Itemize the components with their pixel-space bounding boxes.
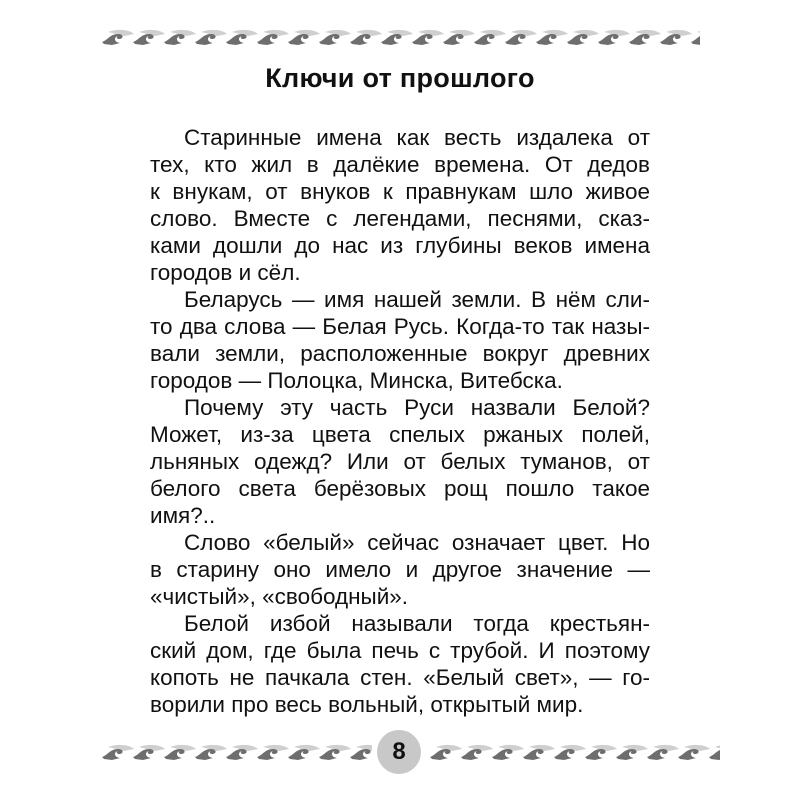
text-line: Белой избой называли тогда крестьян- bbox=[184, 611, 650, 636]
text-line: белого света берёзовых рощ пошло такое bbox=[150, 476, 650, 501]
text-line: ворили про весь вольный, открытый мир. bbox=[150, 692, 584, 717]
wave-motif bbox=[598, 34, 619, 45]
text-line: Старинные имена как весть издалека от bbox=[184, 125, 650, 150]
text-line: тех, кто жил в далёкие времена. От дедов bbox=[150, 152, 650, 177]
text-line: ский дом, где была печь с трубой. И поэтому bbox=[150, 638, 650, 663]
wave-motif bbox=[195, 749, 216, 760]
wave-motif bbox=[226, 749, 247, 760]
body-text bbox=[150, 124, 650, 718]
wave-motif bbox=[691, 34, 700, 45]
decorative-ornament-bottom-right bbox=[428, 743, 720, 761]
wave-motif bbox=[257, 749, 278, 760]
text-line: в старину оно имело и другое значение — bbox=[150, 557, 650, 582]
text-line: к внукам, от внуков к правнукам шло живое bbox=[150, 179, 650, 204]
text-line: слово. Вместе с легендами, песнями, сказ- bbox=[150, 206, 650, 231]
wave-motif bbox=[102, 34, 123, 45]
wave-motif bbox=[492, 749, 513, 760]
wave-motif bbox=[412, 34, 433, 45]
wave-motif bbox=[319, 749, 340, 760]
wave-motif bbox=[288, 749, 309, 760]
wave-motif bbox=[164, 749, 185, 760]
wave-motif bbox=[443, 34, 464, 45]
wave-motif bbox=[195, 34, 216, 45]
text-line: городов и сёл. bbox=[150, 260, 301, 285]
wave-motif bbox=[616, 749, 637, 760]
text-line: городов — Полоцка, Минска, Витебска. bbox=[150, 368, 563, 393]
page-title: Ключи от прошлого bbox=[265, 63, 535, 93]
wave-motif bbox=[474, 34, 495, 45]
wave-motif bbox=[257, 34, 278, 45]
wave-motif bbox=[102, 749, 123, 760]
text-line: льняных одежд? Или от белых туманов, от bbox=[150, 449, 650, 474]
wave-motif bbox=[319, 34, 340, 45]
wave-motif bbox=[536, 34, 557, 45]
wave-motif bbox=[133, 34, 154, 45]
wave-motif bbox=[647, 749, 668, 760]
text-line: вали земли, расположенные вокруг древних bbox=[150, 341, 650, 366]
wave-motif bbox=[288, 34, 309, 45]
wave-motif bbox=[697, 30, 700, 36]
decorative-ornament-top bbox=[100, 28, 700, 46]
wave-motif bbox=[629, 34, 650, 45]
text-line: «чистый», «свободный». bbox=[150, 584, 409, 609]
wave-motif bbox=[381, 34, 402, 45]
text-line: копоть не пачкала стен. «Белый свет», — го- bbox=[150, 665, 650, 690]
text-line: Почему эту часть Руси назвали Белой? bbox=[184, 395, 650, 420]
wave-motif bbox=[226, 34, 247, 45]
wave-motif bbox=[678, 749, 699, 760]
wave-motif bbox=[554, 749, 575, 760]
wave-motif bbox=[133, 749, 154, 760]
text-line: имя?.. bbox=[150, 503, 216, 528]
wave-motif bbox=[505, 34, 526, 45]
wave-motif bbox=[523, 749, 544, 760]
wave-motif bbox=[164, 34, 185, 45]
wave-motif bbox=[715, 745, 720, 751]
text-line: ками дошли до нас из глубины веков имена bbox=[150, 233, 650, 258]
wave-motif bbox=[709, 749, 720, 760]
wave-motif bbox=[585, 749, 606, 760]
wave-motif bbox=[461, 749, 482, 760]
text-line: то два слова — Белая Русь. Когда-то так назы- bbox=[150, 314, 650, 339]
page-number: 8 bbox=[377, 730, 421, 774]
text-line: Беларусь — имя нашей земли. В нём сли- bbox=[184, 287, 650, 312]
text-line: Может, из-за цвета спелых ржаных полей, bbox=[150, 422, 650, 447]
wave-motif bbox=[567, 34, 588, 45]
text-line: Слово «белый» сейчас означает цвет. Но bbox=[184, 530, 650, 555]
wave-motif bbox=[350, 34, 371, 45]
wave-motif bbox=[660, 34, 681, 45]
wave-motif bbox=[350, 749, 371, 760]
wave-motif bbox=[430, 749, 451, 760]
decorative-ornament-bottom-left bbox=[100, 743, 372, 761]
